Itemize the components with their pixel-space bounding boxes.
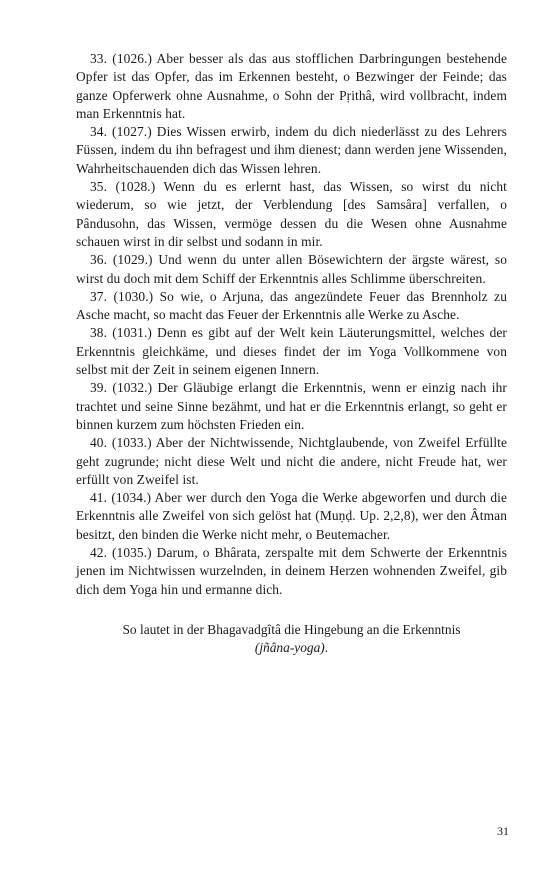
verse-41: 41. (1034.) Aber wer durch den Yoga die Werke abgeworfen und durch die Erkenntnis alle Zweifel von sich gelöst hat (Muṇḍ. Up. 2,2,8), wer den Âtman besitzt, den binden die Werke nicht mehr, o Beutemacher.: [76, 490, 507, 542]
verse-34: 34. (1027.) Dies Wissen erwirb, indem du dich niederlässt zu des Lehrers Füssen, indem du ihn befragest und ihm dienest; dann werden jene Wissenden, Wahrheitschauenden dich das Wissen lehren.: [76, 124, 507, 176]
closing-term: (jñâna-yoga): [254, 640, 325, 656]
closing-period: .: [324, 640, 329, 656]
chapter-closing-line: [76, 621, 507, 658]
verse-42: 42. (1035.) Darum, o Bhârata, zerspalte mit dem Schwerte der Erkenntnis jenen im Nichtwissen wurzelnden, in deinem Herzen wohnenden Zweifel, gib dich dem Yoga hin und ermanne dich.: [76, 545, 507, 597]
verse-33: 33. (1026.) Aber besser als das aus stofflichen Darbringungen bestehende Opfer ist das Opfer, das im Erkennen besteht, o Bezwinger der Feinde; das ganze Opferwerk ohne Ausnahme, o Sohn der Pṛithâ, wird vollbracht, indem man Erkenntnis hat.: [76, 51, 507, 121]
page-number: 31: [497, 824, 509, 838]
verse-40: 40. (1033.) Aber der Nichtwissende, Nichtglaubende, von Zweifel Erfüllte geht zugrunde; nicht diese Welt und nicht die andere, nicht Freude hat, wer erfüllt von Zweifel ist.: [76, 435, 507, 487]
verse-35: 35. (1028.) Wenn du es erlernt hast, das Wissen, so wirst du nicht wiederum, so wie jetzt, der Verblendung [des Samsâra] verfallen, o Pândusohn, das Wissen, vermöge dessen du die Wesen ohne Ausnahme schauen wirst in dir selbst und sodann in mir.: [76, 179, 507, 249]
verse-39: 39. (1032.) Der Gläubige erlangt die Erkenntnis, wenn er einzig nach ihr trachtet und seine Sinne bezähmt, und hat er die Erkenntnis erlangt, so geht er binnen kurzem zum höchsten Frieden ein.: [76, 380, 507, 432]
closing-text: So lautet in der Bhagavadgîtâ die Hingebung an die Erkenntnis: [122, 621, 461, 637]
verse-36: 36. (1029.) Und wenn du unter allen Bösewichtern der ärgste wärest, so wirst du doch mit dem Schiff der Erkenntnis alles Schlimme überschreiten.: [76, 252, 507, 286]
page-body: [76, 50, 507, 658]
verse-37: 37. (1030.) So wie, o Arjuna, das angezündete Feuer das Brennholz zu Asche macht, so macht das Feuer der Erkenntnis alle Werke zu Asche.: [76, 288, 507, 323]
verse-38: 38. (1031.) Denn es gibt auf der Welt kein Läuterungsmittel, welches der Erkenntnis gleichkäme, und dieses findet der im Yoga Vollkommene von selbst mit der Zeit in seinem eigenen Innern.: [76, 325, 507, 378]
